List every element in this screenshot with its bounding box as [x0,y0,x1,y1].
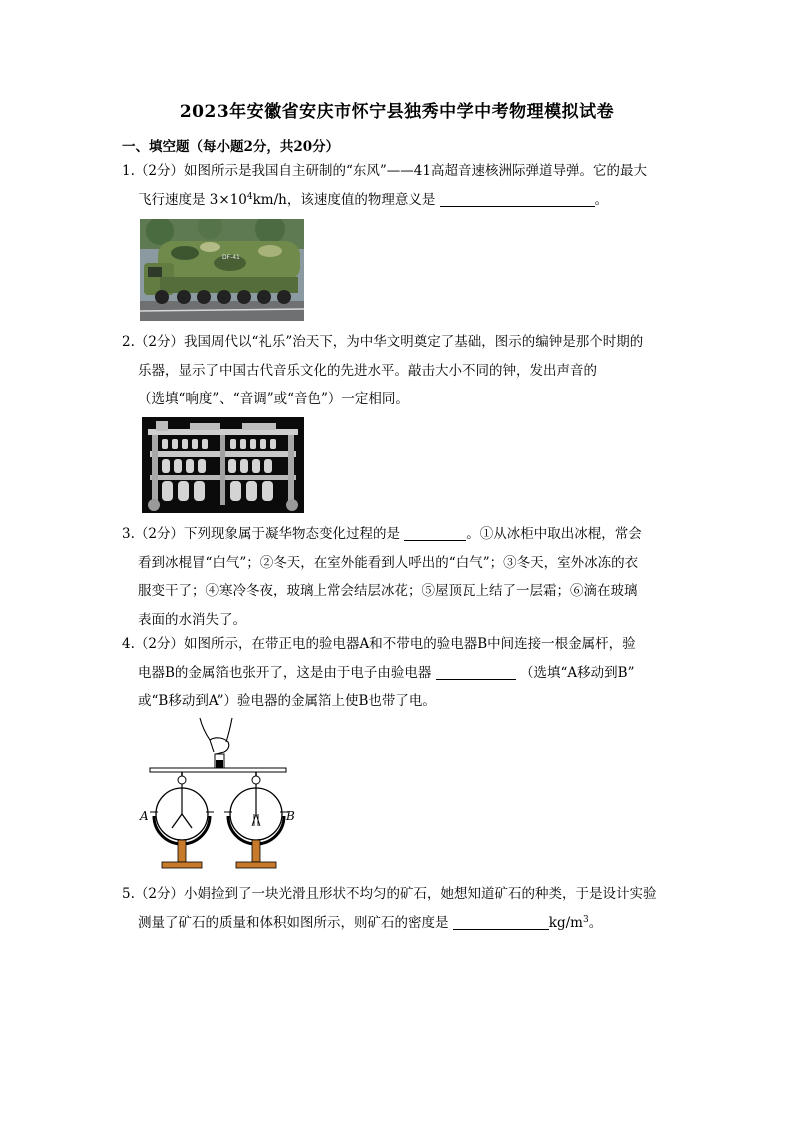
q2-line2: 乐器，显示了中国古代音乐文化的先进水平。敲击大小不同的钟，发出声音的 [138,362,597,379]
q2-line3: （选填“响度”、“音调”或“音色”）一定相同。 [138,391,409,407]
q3-line2: 看到冰棍冒“白气”；②冬天，在室外能看到人呼出的“白气”；③冬天，室外冰冻的衣 [138,554,639,571]
q5-line1: 5.（2分）小娟捡到了一块光滑且形状不均匀的矿石，她想知道矿石的种类，于是设计实验 [122,886,657,902]
q1-answer-blank[interactable] [440,191,595,207]
q5-answer-blank[interactable] [453,914,549,930]
q1-line1: 1.（2分）如图所示是我国自主研制的“东风”——41高超音速核洲际弹道导弹。它的最大 [122,163,647,179]
q2-line1: 2.（2分）我国周代以“礼乐”治天下，为中华文明奠定了基础，图示的编钟是那个时期的 [122,334,644,350]
q4-line2: 电器B的金属箔也张开了，这是由于电子由验电器 （选填“A移动到B” [138,664,635,681]
missile-launcher-image [140,219,304,321]
q3-line3: 服变干了；④寒冷冬夜，玻璃上常会结层冰花；⑤屋顶瓦上结了一层霜；⑥滴在玻璃 [138,583,638,599]
q3-line1: 3.（2分）下列现象属于凝华物态变化过程的是 。①从冰柜中取出冰棍，常会 [122,526,642,542]
electroscope-diagram [136,716,296,878]
q4-answer-blank[interactable] [436,664,516,680]
section-heading: 一、填空题（每小题2分，共20分） [122,139,340,155]
exam-title: 2023年安徽省安庆市怀宁县独秀中学中考物理模拟试卷 [179,102,615,122]
question-4 [122,630,677,716]
question-3 [122,520,677,634]
electroscope-b-label: B [286,809,295,823]
electroscope-a-label: A [140,809,149,823]
q5-line2: 测量了矿石的质量和体积如图所示，则矿石的密度是 $kg/m^3$。 [138,914,603,931]
chime-bells-image [142,417,304,513]
question-5 [122,880,677,937]
q3-line4: 表面的水消失了。 [138,611,246,628]
q4-line1: 4.（2分）如图所示，在带正电的验电器A和不带电的验电器B中间连接一根金属杆，验 [122,636,636,652]
q3-answer-blank[interactable] [404,525,466,541]
q4-line3: 或“B移动到A”）验电器的金属箔上使B也带了电。 [138,693,436,709]
missile-label: DF-41 [222,254,240,261]
question-1 [122,157,677,214]
q1-line2: 飞行速度是 $3\times 10^4km/h$，该速度值的物理意义是 。 [138,191,609,208]
question-2 [122,328,677,414]
